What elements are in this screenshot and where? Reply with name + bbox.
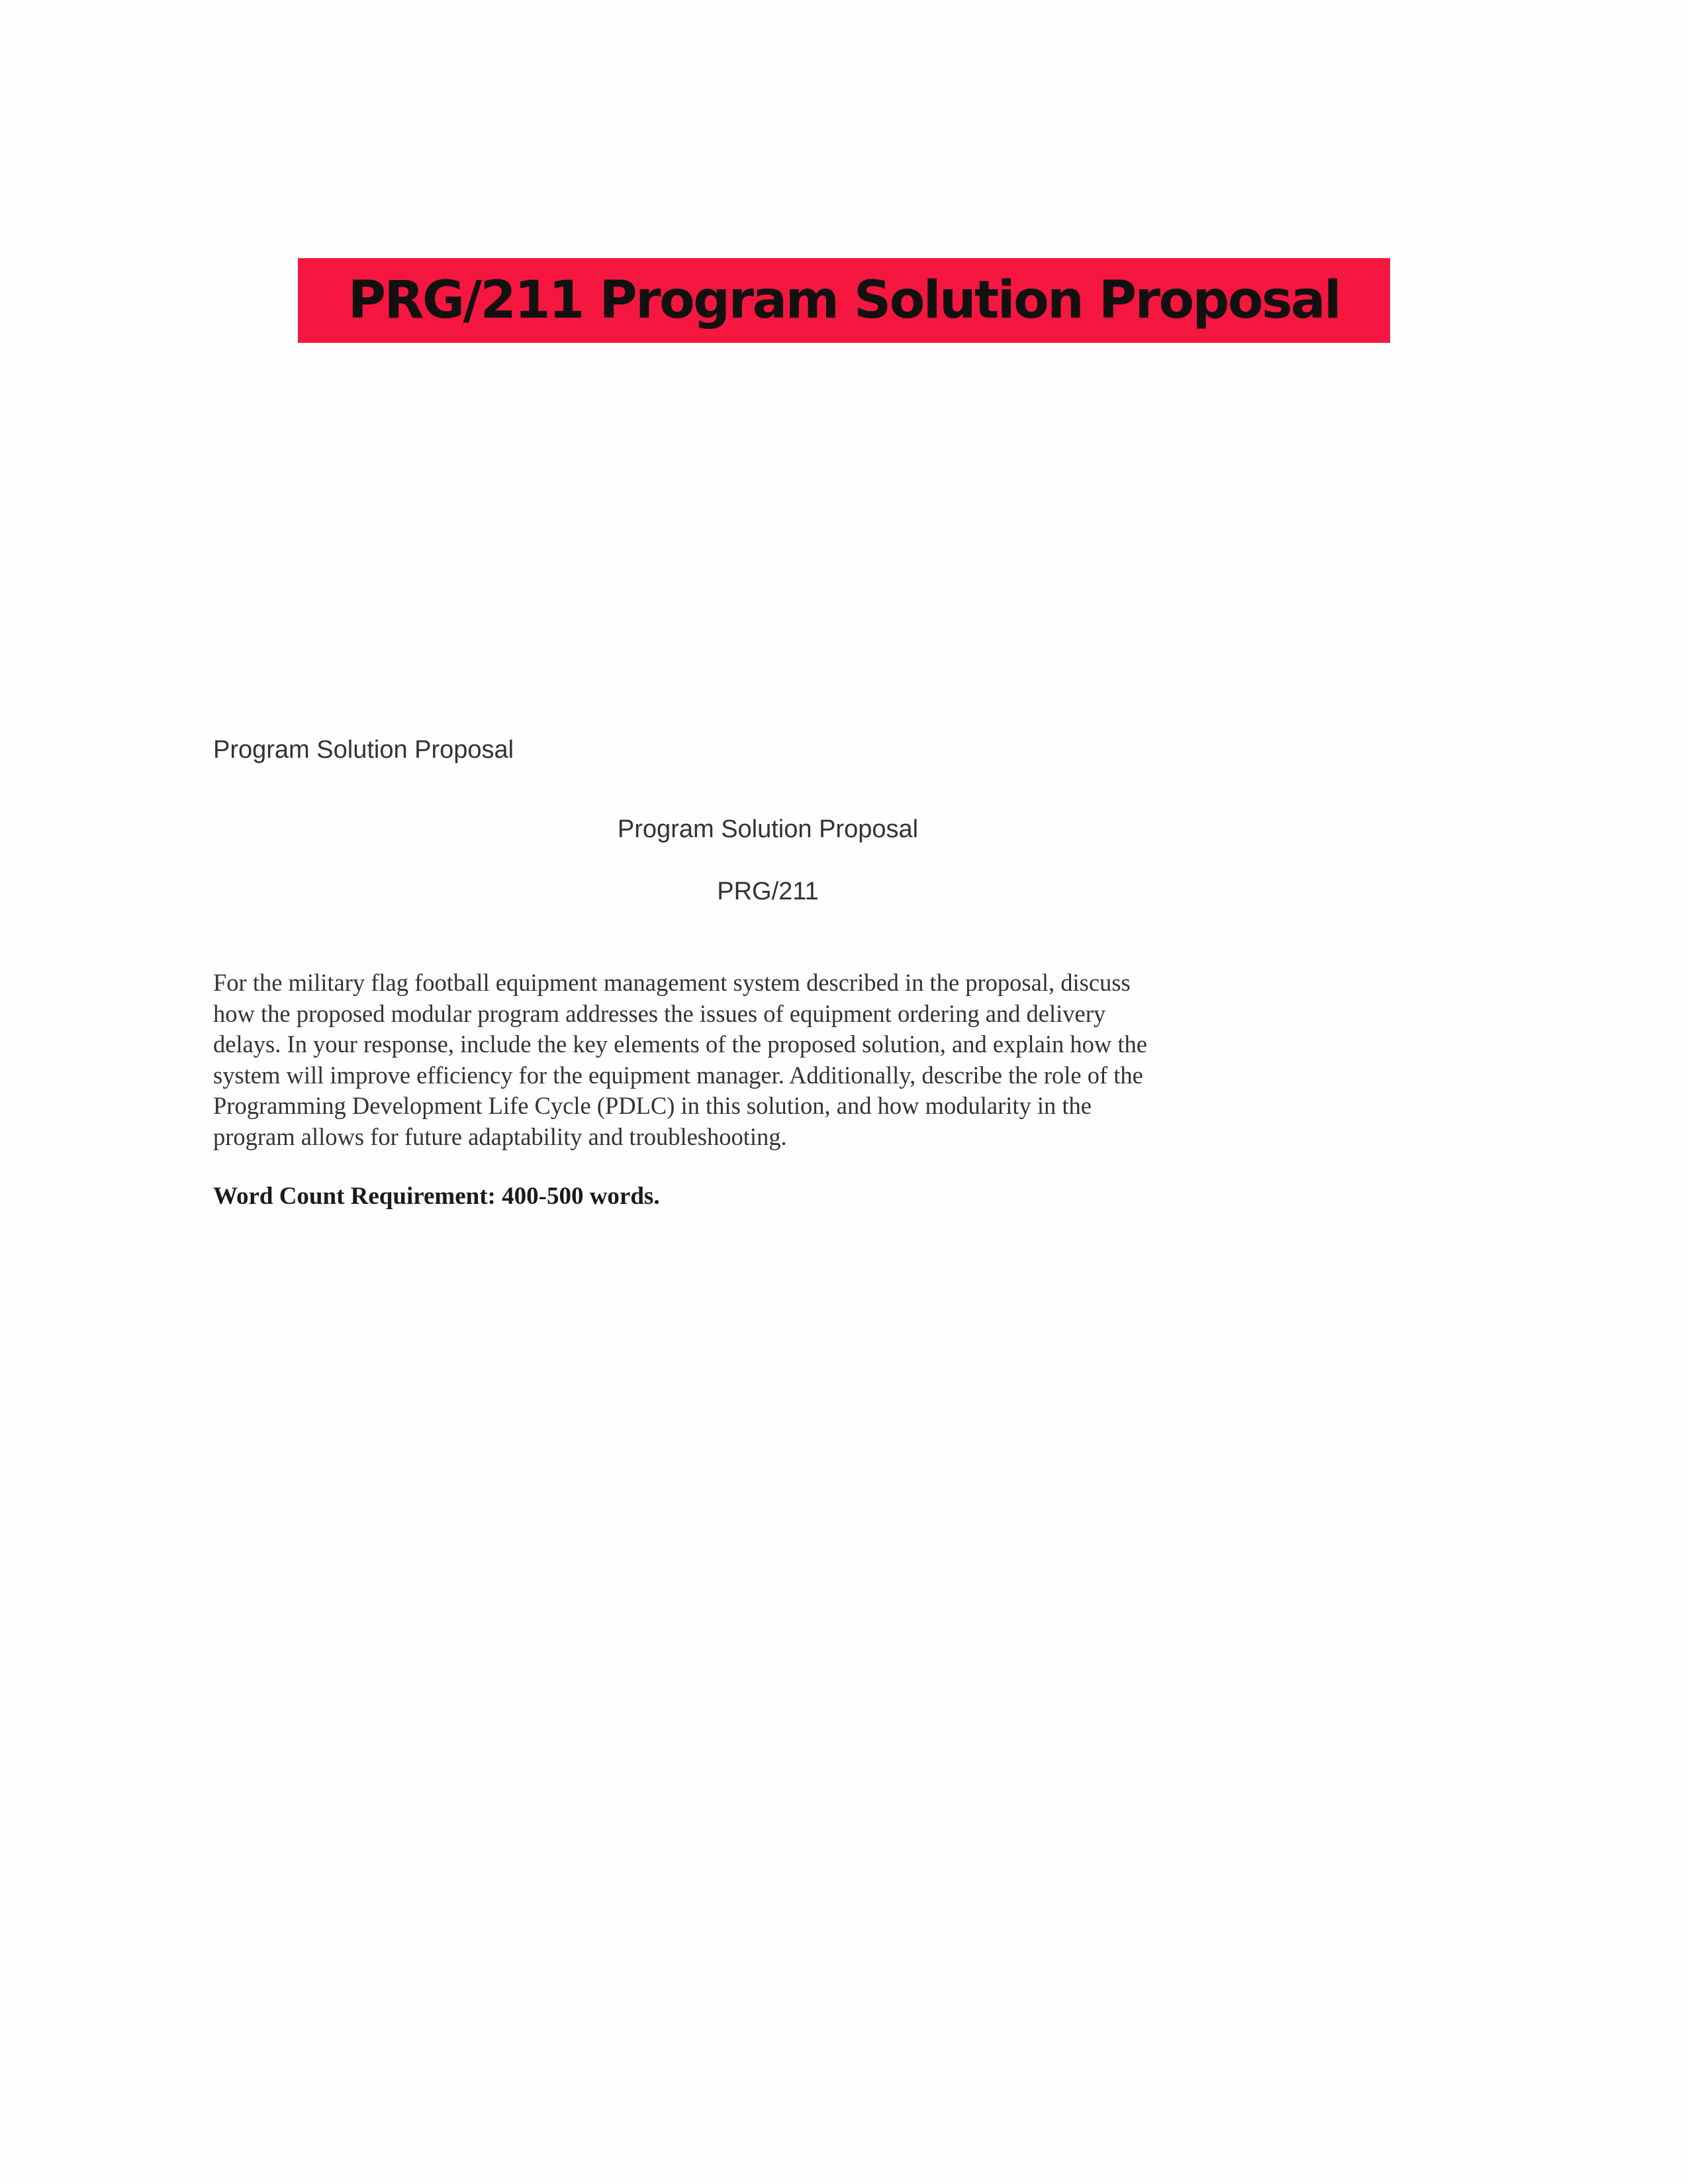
title-banner [298, 258, 1390, 343]
prompt-line: how the proposed modular program addresses the issues of equipment ordering and delivery [213, 999, 1106, 1027]
word-count-requirement: Word Count Requirement: 400-500 words. [213, 1183, 660, 1210]
prompt-line: delays. In your response, include the key elements of the proposed solution, and explain how the [213, 1030, 1147, 1058]
course-code: PRG/211 [717, 878, 819, 905]
prompt-paragraph [213, 968, 1246, 1152]
running-head: Program Solution Proposal [213, 736, 514, 764]
document-title: Program Solution Proposal [617, 815, 919, 843]
prompt-line: program allows for future adaptability and troubleshooting. [213, 1122, 787, 1150]
prompt-line: system will improve efficiency for the equipment manager. Additionally, describe the role of the [213, 1061, 1143, 1089]
banner-title: PRG/211 Program Solution Proposal [348, 271, 1340, 330]
prompt-line: Programming Development Life Cycle (PDLC) in this solution, and how modularity in the [213, 1092, 1092, 1119]
prompt-line: For the military flag football equipment management system described in the proposal, discuss [213, 969, 1131, 996]
